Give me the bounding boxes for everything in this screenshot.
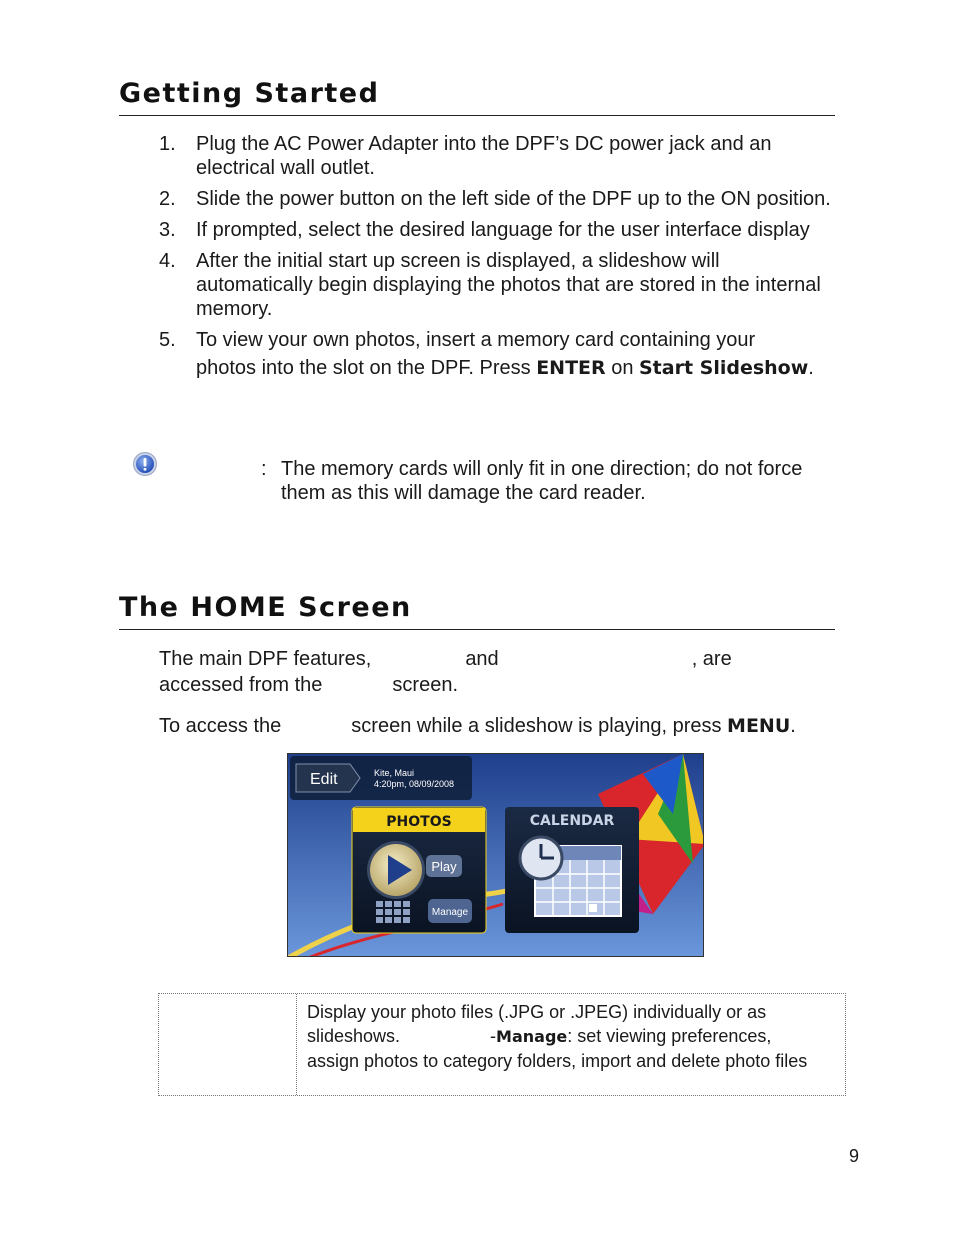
calendar-tile-label[interactable]: CALENDAR [529,813,615,829]
manage-button[interactable]: Manage [431,907,469,918]
edit-button[interactable]: Edit [310,771,338,788]
table-label-cell [159,994,297,1095]
home-screen-graphic [288,754,704,957]
step-item: 4. After the initial start up screen is displayed, a slideshow will automatically begin displaying the photos that are stored in the internal memory. [159,250,821,320]
note-text: The memory cards will only fit in one direction; do not force them as this will damage the card reader. [281,458,803,504]
home-screen-image [287,753,704,957]
enter-key-label: ENTER [536,357,606,379]
access-instruction: To access the screen while a slideshow is playing, press MENU. [159,715,796,737]
play-button[interactable]: Play [431,859,457,874]
table-description-cell: Display your photo files (.JPG or .JPEG) individually or as slideshows. -Manage: set viewing preferences, assign photos to category folders, import and delete photo files [307,1002,808,1071]
note-colon: : [261,458,267,480]
step-item: 1. Plug the AC Power Adapter into the DPF’s DC power jack and an electrical wall outlet. [159,133,772,179]
step-item: 2. Slide the power button on the left side of the DPF up to the ON position. [159,188,831,210]
manage-term: Manage [496,1027,568,1046]
intro-line-2: accessed from the screen. [159,674,459,696]
photos-tile-label[interactable]: PHOTOS [386,814,452,830]
section-heading-home-screen: The HOME Screen [119,592,835,630]
steps-list [159,132,839,387]
menu-key-label: MENU [727,715,791,737]
features-table [158,993,846,1096]
step-item: 5. To view your own photos, insert a memory card containing your photos into the slot on the DPF. Press ENTER on Start Slideshow. [159,329,814,379]
step-item: 3. If prompted, select the desired language for the user interface display [159,219,810,241]
info-icon [132,451,158,477]
start-slideshow-label: Start Slideshow [639,357,809,379]
photo-caption-title: Kite, Maui [374,768,415,778]
section-heading-getting-started: Getting Started [119,78,835,116]
page-number: 9 [849,1146,860,1166]
photo-caption-date: 4:20pm, 08/09/2008 [374,779,455,789]
intro-line-1: The main DPF features, and , are [159,648,732,670]
